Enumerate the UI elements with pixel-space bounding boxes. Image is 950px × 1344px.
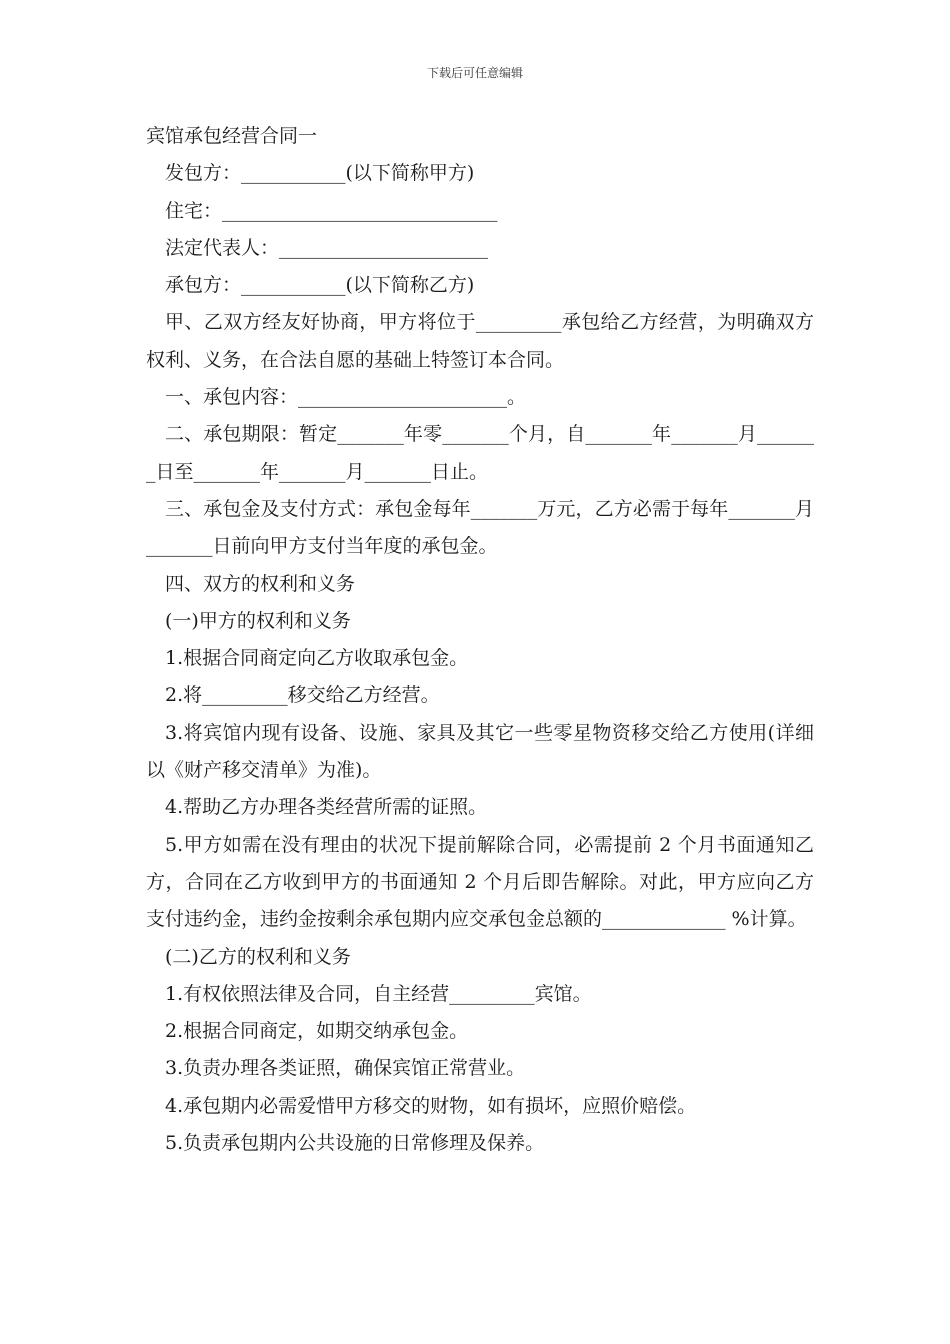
party-a-item-3: 3.将宾馆内现有设备、设施、家具及其它一些零星物资移交给乙方使用(详细以《财产移交清单》为准)。: [146, 721, 814, 782]
subsection-heading-party-a: (一)甲方的权利和义务: [165, 609, 351, 632]
party-a-item-2: 2.将_________移交给乙方经营。: [165, 684, 440, 707]
party-b-item-2: 2.根据合同商定，如期交纳承包金。: [165, 1020, 469, 1043]
clause-contract-term: 二、承包期限：暂定_______年零_______个月，自_______年_______月_______日至_______年_______月_______日止。: [146, 423, 814, 483]
clause-contract-content: 一、承包内容：______________________。: [165, 386, 527, 409]
party-b-item-3: 3.负责办理各类证照，确保宾馆正常营业。: [165, 1057, 526, 1080]
clause-payment: 三、承包金及支付方式：承包金每年_______万元，乙方必需于每年_______月_______日前向甲方支付当年度的承包金。: [146, 497, 814, 558]
party-a-item-1: 1.根据合同商定向乙方收取承包金。: [165, 647, 469, 670]
subsection-heading-party-b: (二)乙方的权利和义务: [165, 945, 351, 968]
party-b-item-4: 4.承包期内必需爱惜甲方移交的财物，如有损坏，应照价赔偿。: [165, 1094, 697, 1117]
page-header: 下载后可任意编辑: [426, 66, 523, 80]
section-heading-rights: 四、双方的权利和义务: [165, 572, 356, 595]
preamble-paragraph: 甲、乙双方经友好协商，甲方将位于_________承包给乙方经营，为明确双方权利、义务，在合法自愿的基础上特签订本合同。: [146, 311, 814, 371]
document-body: [146, 118, 814, 1162]
party-a-item-5: 5.甲方如需在没有理由的状况下提前解除合同，必需提前 2 个月书面通知乙方，合同在乙方收到甲方的书面通知 2 个月后即告解除。对此，甲方应向乙方支付违约金，违约金按剩余承包期内应交承包金总额的_____________ %计算。: [146, 833, 814, 931]
party-b-item-1: 1.有权依照法律及合同，自主经营_________宾馆。: [165, 982, 592, 1005]
party-b-item-5: 5.负责承包期内公共设施的日常修理及保养。: [165, 1132, 545, 1155]
party-b-line: 承包方：___________(以下简称乙方): [165, 274, 475, 297]
party-a-item-4: 4.帮助乙方办理各类经营所需的证照。: [165, 796, 488, 819]
legal-representative-line: 法定代表人：______________________: [165, 236, 489, 259]
party-a-line: 发包方：___________(以下简称甲方): [165, 162, 475, 185]
document-title: 宾馆承包经营合同一: [146, 125, 318, 147]
residence-line: 住宅：_____________________________: [165, 199, 498, 222]
